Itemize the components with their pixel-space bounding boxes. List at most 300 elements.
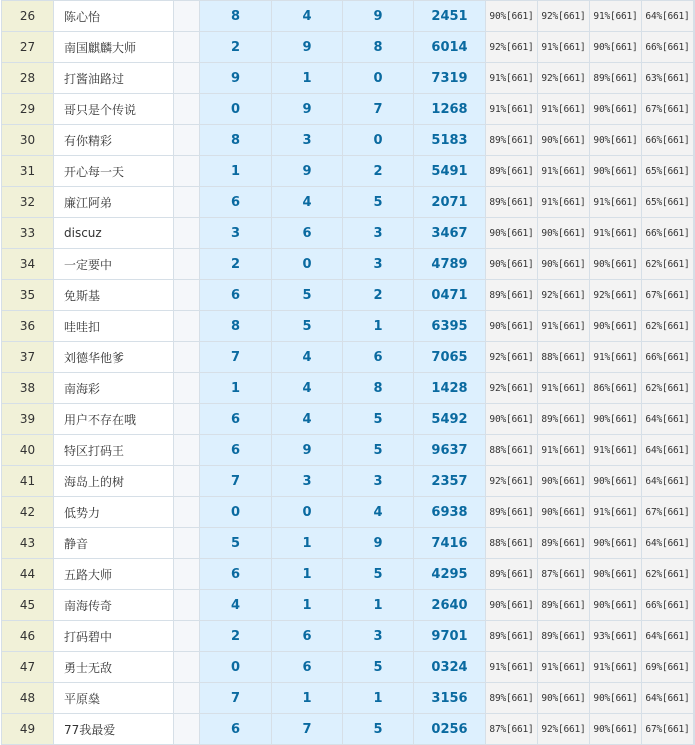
stat-2: 91%[661] xyxy=(538,435,590,466)
stat-2: 91%[661] xyxy=(538,156,590,187)
stat-4: 66%[661] xyxy=(642,125,694,156)
row-index: 48 xyxy=(2,683,54,714)
stat-2: 89%[661] xyxy=(538,404,590,435)
table-row xyxy=(2,249,695,280)
stat-1: 87%[661] xyxy=(486,714,538,745)
user-name: 打酱油路过 xyxy=(54,63,174,94)
stat-2: 90%[661] xyxy=(538,249,590,280)
digit-2: 9 xyxy=(272,435,343,466)
number-code: 7065 xyxy=(414,342,486,373)
table-row xyxy=(2,311,695,342)
row-index: 45 xyxy=(2,590,54,621)
table-row xyxy=(2,94,695,125)
table-row xyxy=(2,373,695,404)
digit-1: 7 xyxy=(200,466,272,497)
digit-3: 1 xyxy=(343,311,414,342)
column-separator xyxy=(174,683,200,714)
table-edge xyxy=(694,683,695,714)
ranking-table-body xyxy=(2,1,695,745)
stat-4: 62%[661] xyxy=(642,373,694,404)
stat-1: 89%[661] xyxy=(486,280,538,311)
digit-3: 0 xyxy=(343,63,414,94)
digit-2: 6 xyxy=(272,621,343,652)
column-separator xyxy=(174,32,200,63)
number-code: 5491 xyxy=(414,156,486,187)
number-code: 5492 xyxy=(414,404,486,435)
column-separator xyxy=(174,373,200,404)
user-name: 有你精彩 xyxy=(54,125,174,156)
number-code: 2451 xyxy=(414,1,486,32)
stat-2: 90%[661] xyxy=(538,218,590,249)
number-code: 6938 xyxy=(414,497,486,528)
digit-2: 1 xyxy=(272,63,343,94)
row-index: 27 xyxy=(2,32,54,63)
user-name: 哥只是个传说 xyxy=(54,94,174,125)
stat-3: 91%[661] xyxy=(590,435,642,466)
column-separator xyxy=(174,156,200,187)
stat-2: 91%[661] xyxy=(538,187,590,218)
user-name: 一定要中 xyxy=(54,249,174,280)
stat-3: 90%[661] xyxy=(590,683,642,714)
digit-3: 9 xyxy=(343,528,414,559)
stat-2: 92%[661] xyxy=(538,63,590,94)
stat-3: 89%[661] xyxy=(590,63,642,94)
digit-3: 5 xyxy=(343,435,414,466)
digit-3: 3 xyxy=(343,249,414,280)
digit-3: 3 xyxy=(343,621,414,652)
digit-2: 4 xyxy=(272,1,343,32)
user-name: 哇哇扣 xyxy=(54,311,174,342)
table-edge xyxy=(694,652,695,683)
user-name: 开心每一天 xyxy=(54,156,174,187)
stat-4: 67%[661] xyxy=(642,497,694,528)
stat-2: 90%[661] xyxy=(538,683,590,714)
digit-2: 0 xyxy=(272,497,343,528)
digit-1: 8 xyxy=(200,125,272,156)
digit-3: 1 xyxy=(343,590,414,621)
digit-2: 4 xyxy=(272,187,343,218)
stat-4: 65%[661] xyxy=(642,156,694,187)
stat-4: 66%[661] xyxy=(642,590,694,621)
table-row xyxy=(2,342,695,373)
column-separator xyxy=(174,435,200,466)
table-row xyxy=(2,559,695,590)
row-index: 38 xyxy=(2,373,54,404)
row-index: 49 xyxy=(2,714,54,745)
stat-2: 91%[661] xyxy=(538,373,590,404)
stat-2: 88%[661] xyxy=(538,342,590,373)
stat-2: 89%[661] xyxy=(538,621,590,652)
table-row xyxy=(2,218,695,249)
stat-2: 90%[661] xyxy=(538,466,590,497)
row-index: 37 xyxy=(2,342,54,373)
stat-1: 91%[661] xyxy=(486,63,538,94)
stat-2: 91%[661] xyxy=(538,311,590,342)
table-edge xyxy=(694,621,695,652)
stat-3: 90%[661] xyxy=(590,125,642,156)
row-index: 32 xyxy=(2,187,54,218)
column-separator xyxy=(174,652,200,683)
digit-1: 7 xyxy=(200,683,272,714)
user-name: 勇士无敌 xyxy=(54,652,174,683)
table-row xyxy=(2,435,695,466)
digit-1: 0 xyxy=(200,497,272,528)
digit-3: 3 xyxy=(343,466,414,497)
digit-2: 4 xyxy=(272,373,343,404)
stat-1: 88%[661] xyxy=(486,435,538,466)
stat-1: 88%[661] xyxy=(486,528,538,559)
table-edge xyxy=(694,218,695,249)
table-edge xyxy=(694,63,695,94)
stat-1: 91%[661] xyxy=(486,94,538,125)
table-row xyxy=(2,63,695,94)
digit-1: 6 xyxy=(200,435,272,466)
digit-3: 8 xyxy=(343,373,414,404)
column-separator xyxy=(174,559,200,590)
stat-1: 89%[661] xyxy=(486,187,538,218)
row-index: 44 xyxy=(2,559,54,590)
number-code: 6014 xyxy=(414,32,486,63)
table-row xyxy=(2,156,695,187)
stat-2: 91%[661] xyxy=(538,32,590,63)
digit-1: 4 xyxy=(200,590,272,621)
stat-3: 90%[661] xyxy=(590,528,642,559)
number-code: 9637 xyxy=(414,435,486,466)
row-index: 28 xyxy=(2,63,54,94)
digit-3: 8 xyxy=(343,32,414,63)
row-index: 40 xyxy=(2,435,54,466)
digit-2: 1 xyxy=(272,559,343,590)
stat-4: 66%[661] xyxy=(642,342,694,373)
number-code: 2071 xyxy=(414,187,486,218)
digit-1: 1 xyxy=(200,156,272,187)
number-code: 7416 xyxy=(414,528,486,559)
row-index: 42 xyxy=(2,497,54,528)
number-code: 6395 xyxy=(414,311,486,342)
stat-2: 90%[661] xyxy=(538,497,590,528)
table-edge xyxy=(694,280,695,311)
table-edge xyxy=(694,497,695,528)
stat-1: 92%[661] xyxy=(486,373,538,404)
column-separator xyxy=(174,342,200,373)
stat-4: 66%[661] xyxy=(642,32,694,63)
row-index: 31 xyxy=(2,156,54,187)
column-separator xyxy=(174,311,200,342)
row-index: 46 xyxy=(2,621,54,652)
digit-3: 5 xyxy=(343,714,414,745)
stat-4: 64%[661] xyxy=(642,528,694,559)
digit-3: 2 xyxy=(343,280,414,311)
table-edge xyxy=(694,187,695,218)
column-separator xyxy=(174,125,200,156)
digit-1: 0 xyxy=(200,94,272,125)
number-code: 9701 xyxy=(414,621,486,652)
user-name: 陈心怡 xyxy=(54,1,174,32)
digit-3: 3 xyxy=(343,218,414,249)
column-separator xyxy=(174,249,200,280)
column-separator xyxy=(174,63,200,94)
table-edge xyxy=(694,249,695,280)
digit-1: 2 xyxy=(200,621,272,652)
table-edge xyxy=(694,373,695,404)
digit-1: 2 xyxy=(200,32,272,63)
table-edge xyxy=(694,590,695,621)
stat-2: 92%[661] xyxy=(538,1,590,32)
stat-3: 86%[661] xyxy=(590,373,642,404)
stat-1: 89%[661] xyxy=(486,497,538,528)
number-code: 1268 xyxy=(414,94,486,125)
digit-1: 1 xyxy=(200,373,272,404)
row-index: 26 xyxy=(2,1,54,32)
column-separator xyxy=(174,218,200,249)
stat-4: 64%[661] xyxy=(642,683,694,714)
number-code: 7319 xyxy=(414,63,486,94)
stat-4: 67%[661] xyxy=(642,714,694,745)
number-code: 4789 xyxy=(414,249,486,280)
table-row xyxy=(2,32,695,63)
stat-4: 64%[661] xyxy=(642,621,694,652)
column-separator xyxy=(174,187,200,218)
stat-1: 89%[661] xyxy=(486,683,538,714)
stat-1: 91%[661] xyxy=(486,652,538,683)
stat-3: 90%[661] xyxy=(590,590,642,621)
column-separator xyxy=(174,590,200,621)
digit-1: 6 xyxy=(200,187,272,218)
table-edge xyxy=(694,404,695,435)
table-row xyxy=(2,404,695,435)
stat-1: 90%[661] xyxy=(486,218,538,249)
user-name: 用户不存在哦 xyxy=(54,404,174,435)
table-edge xyxy=(694,342,695,373)
table-row xyxy=(2,652,695,683)
row-index: 43 xyxy=(2,528,54,559)
stat-4: 65%[661] xyxy=(642,187,694,218)
table-row xyxy=(2,528,695,559)
table-edge xyxy=(694,466,695,497)
stat-1: 90%[661] xyxy=(486,590,538,621)
stat-3: 90%[661] xyxy=(590,32,642,63)
stat-3: 90%[661] xyxy=(590,249,642,280)
column-separator xyxy=(174,497,200,528)
user-name: 平原燊 xyxy=(54,683,174,714)
table-edge xyxy=(694,125,695,156)
table-edge xyxy=(694,32,695,63)
row-index: 33 xyxy=(2,218,54,249)
ranking-table xyxy=(1,0,695,745)
row-index: 30 xyxy=(2,125,54,156)
digit-2: 6 xyxy=(272,218,343,249)
stat-4: 63%[661] xyxy=(642,63,694,94)
column-separator xyxy=(174,94,200,125)
table-row xyxy=(2,683,695,714)
table-row xyxy=(2,1,695,32)
stat-3: 90%[661] xyxy=(590,559,642,590)
digit-1: 9 xyxy=(200,63,272,94)
digit-2: 1 xyxy=(272,590,343,621)
row-index: 35 xyxy=(2,280,54,311)
number-code: 0256 xyxy=(414,714,486,745)
column-separator xyxy=(174,466,200,497)
user-name: 南海传奇 xyxy=(54,590,174,621)
user-name: 南国麒麟大师 xyxy=(54,32,174,63)
user-name: 免斯基 xyxy=(54,280,174,311)
row-index: 41 xyxy=(2,466,54,497)
digit-2: 1 xyxy=(272,683,343,714)
stat-1: 90%[661] xyxy=(486,249,538,280)
column-separator xyxy=(174,1,200,32)
digit-2: 9 xyxy=(272,156,343,187)
stat-4: 64%[661] xyxy=(642,466,694,497)
table-edge xyxy=(694,311,695,342)
digit-2: 9 xyxy=(272,94,343,125)
digit-1: 3 xyxy=(200,218,272,249)
digit-3: 5 xyxy=(343,187,414,218)
stat-3: 91%[661] xyxy=(590,342,642,373)
row-index: 39 xyxy=(2,404,54,435)
stat-4: 64%[661] xyxy=(642,404,694,435)
stat-4: 67%[661] xyxy=(642,94,694,125)
table-row xyxy=(2,187,695,218)
stat-2: 90%[661] xyxy=(538,125,590,156)
digit-1: 6 xyxy=(200,559,272,590)
digit-1: 8 xyxy=(200,311,272,342)
table-row xyxy=(2,125,695,156)
table-row xyxy=(2,621,695,652)
stat-1: 89%[661] xyxy=(486,621,538,652)
number-code: 3156 xyxy=(414,683,486,714)
table-edge xyxy=(694,528,695,559)
digit-2: 5 xyxy=(272,311,343,342)
number-code: 5183 xyxy=(414,125,486,156)
table-edge xyxy=(694,1,695,32)
column-separator xyxy=(174,714,200,745)
stat-3: 91%[661] xyxy=(590,187,642,218)
row-index: 29 xyxy=(2,94,54,125)
stat-2: 91%[661] xyxy=(538,94,590,125)
stat-4: 62%[661] xyxy=(642,559,694,590)
stat-2: 91%[661] xyxy=(538,652,590,683)
stat-3: 90%[661] xyxy=(590,156,642,187)
digit-3: 5 xyxy=(343,652,414,683)
table-edge xyxy=(694,435,695,466)
user-name: 海岛上的树 xyxy=(54,466,174,497)
stat-1: 89%[661] xyxy=(486,559,538,590)
stat-3: 91%[661] xyxy=(590,1,642,32)
table-edge xyxy=(694,714,695,745)
number-code: 3467 xyxy=(414,218,486,249)
table-row xyxy=(2,280,695,311)
stat-2: 89%[661] xyxy=(538,590,590,621)
digit-2: 9 xyxy=(272,32,343,63)
stat-2: 87%[661] xyxy=(538,559,590,590)
column-separator xyxy=(174,621,200,652)
row-index: 47 xyxy=(2,652,54,683)
digit-2: 3 xyxy=(272,125,343,156)
digit-2: 0 xyxy=(272,249,343,280)
stat-4: 69%[661] xyxy=(642,652,694,683)
digit-3: 9 xyxy=(343,1,414,32)
stat-1: 89%[661] xyxy=(486,125,538,156)
number-code: 0324 xyxy=(414,652,486,683)
stat-1: 90%[661] xyxy=(486,1,538,32)
user-name: 五路大师 xyxy=(54,559,174,590)
user-name: 低势力 xyxy=(54,497,174,528)
digit-1: 0 xyxy=(200,652,272,683)
stat-4: 62%[661] xyxy=(642,311,694,342)
digit-3: 1 xyxy=(343,683,414,714)
column-separator xyxy=(174,280,200,311)
digit-2: 4 xyxy=(272,342,343,373)
stat-3: 90%[661] xyxy=(590,714,642,745)
stat-3: 91%[661] xyxy=(590,218,642,249)
stat-4: 66%[661] xyxy=(642,218,694,249)
column-separator xyxy=(174,404,200,435)
row-index: 34 xyxy=(2,249,54,280)
digit-1: 6 xyxy=(200,280,272,311)
user-name: 打码碧中 xyxy=(54,621,174,652)
digit-2: 4 xyxy=(272,404,343,435)
stat-4: 64%[661] xyxy=(642,1,694,32)
digit-3: 0 xyxy=(343,125,414,156)
stat-4: 62%[661] xyxy=(642,249,694,280)
stat-1: 89%[661] xyxy=(486,156,538,187)
table-edge xyxy=(694,94,695,125)
stat-2: 89%[661] xyxy=(538,528,590,559)
digit-3: 5 xyxy=(343,404,414,435)
digit-2: 1 xyxy=(272,528,343,559)
stat-1: 90%[661] xyxy=(486,404,538,435)
stat-4: 67%[661] xyxy=(642,280,694,311)
digit-3: 4 xyxy=(343,497,414,528)
stat-1: 92%[661] xyxy=(486,466,538,497)
stat-1: 90%[661] xyxy=(486,311,538,342)
stat-3: 90%[661] xyxy=(590,311,642,342)
stat-3: 92%[661] xyxy=(590,280,642,311)
row-index: 36 xyxy=(2,311,54,342)
digit-1: 6 xyxy=(200,404,272,435)
user-name: 南海彩 xyxy=(54,373,174,404)
table-edge xyxy=(694,559,695,590)
table-row xyxy=(2,590,695,621)
user-name: discuz xyxy=(54,218,174,249)
digit-2: 3 xyxy=(272,466,343,497)
stat-3: 91%[661] xyxy=(590,652,642,683)
digit-1: 5 xyxy=(200,528,272,559)
column-separator xyxy=(174,528,200,559)
user-name: 静音 xyxy=(54,528,174,559)
stat-2: 92%[661] xyxy=(538,280,590,311)
digit-3: 6 xyxy=(343,342,414,373)
digit-1: 2 xyxy=(200,249,272,280)
digit-3: 5 xyxy=(343,559,414,590)
number-code: 2357 xyxy=(414,466,486,497)
user-name: 77我最爱 xyxy=(54,714,174,745)
stat-1: 92%[661] xyxy=(486,342,538,373)
table-row xyxy=(2,497,695,528)
number-code: 1428 xyxy=(414,373,486,404)
digit-2: 5 xyxy=(272,280,343,311)
digit-2: 6 xyxy=(272,652,343,683)
stat-4: 64%[661] xyxy=(642,435,694,466)
number-code: 0471 xyxy=(414,280,486,311)
digit-3: 2 xyxy=(343,156,414,187)
number-code: 4295 xyxy=(414,559,486,590)
stat-3: 93%[661] xyxy=(590,621,642,652)
stat-2: 92%[661] xyxy=(538,714,590,745)
user-name: 特区打码王 xyxy=(54,435,174,466)
digit-1: 8 xyxy=(200,1,272,32)
stat-3: 90%[661] xyxy=(590,94,642,125)
